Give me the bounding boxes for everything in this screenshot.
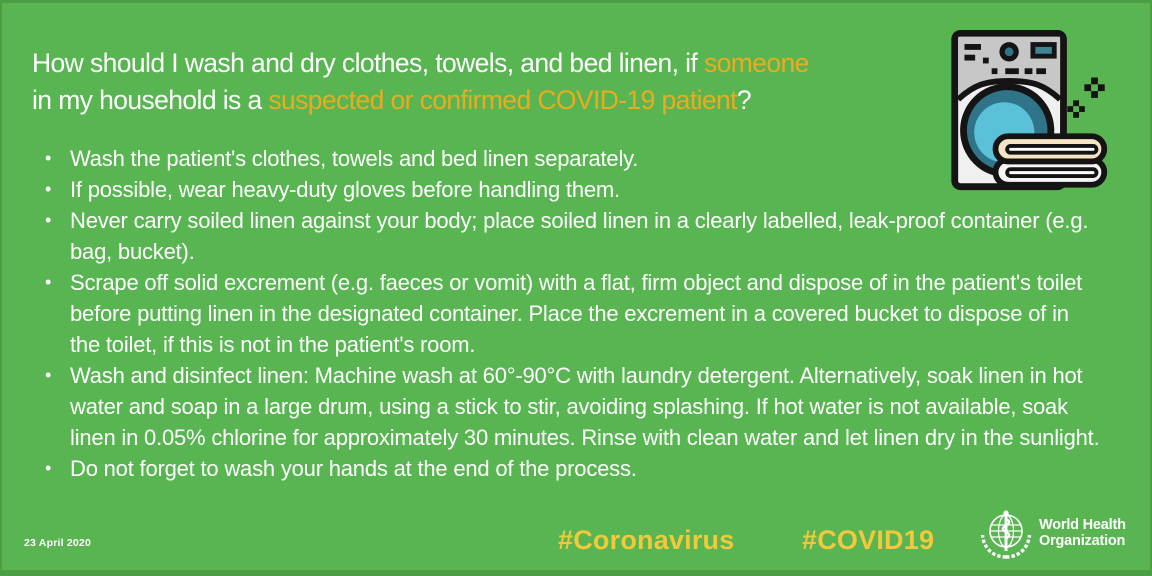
title-text-white-3: ? bbox=[736, 85, 752, 115]
who-logo bbox=[979, 506, 1126, 560]
hashtag-covid19: #COVID19 bbox=[802, 525, 935, 555]
bullet-item: • If possible, wear heavy-duty gloves before handling them. bbox=[42, 174, 1102, 205]
page-title bbox=[32, 45, 809, 119]
title-text-white-2: in my household is a bbox=[32, 85, 269, 115]
page-title-line2 bbox=[32, 82, 809, 119]
title-text-highlight-2: suspected or confirmed COVID-19 patient bbox=[268, 85, 737, 115]
bullet-item: • Wash and disinfect linen: Machine wash at 60°-90°C with laundry detergent. Alternatively, soak linen in hot water and soap in a large drum, using a stick to stir, avoiding splashing. If hot water is not available, soak linen in 0.05% chlorine for approximately 30 minutes. Rinse with clean water and let linen dry in the sunlight. bbox=[42, 360, 1102, 453]
bullet-item: • Never carry soiled linen against your body; place soiled linen in a clearly labelled, leak-proof container (e.g. bag, bucket). bbox=[42, 205, 1102, 267]
sparkles-icon bbox=[1067, 78, 1104, 118]
page-title-line1 bbox=[32, 45, 809, 82]
who-org-line2: Organization bbox=[1039, 533, 1126, 549]
title-text-white-1: How should I wash and dry clothes, towels, and bed linen, if bbox=[32, 48, 704, 78]
who-org-line1: World Health bbox=[1039, 517, 1126, 533]
title-text-highlight-1: someone bbox=[703, 48, 809, 78]
bullet-item: • Do not forget to wash your hands at the end of the process. bbox=[42, 453, 1102, 484]
guidance-bullet-list bbox=[42, 143, 1102, 484]
bullet-item: • Scrape off solid excrement (e.g. faeces or vomit) with a flat, firm object and dispose of in the patient's toilet before putting linen in the designated container. Place the excrement in a covered bucket to dispose of in the toilet, if this is not in the patient's room. bbox=[42, 267, 1102, 360]
who-logo-text bbox=[1039, 517, 1126, 549]
date-label: 23 April 2020 bbox=[24, 537, 91, 549]
bullet-item: • Wash the patient's clothes, towels and bed linen separately. bbox=[42, 143, 1102, 174]
hashtag-coronavirus: #Coronavirus bbox=[558, 525, 735, 555]
who-emblem-icon bbox=[979, 506, 1033, 560]
